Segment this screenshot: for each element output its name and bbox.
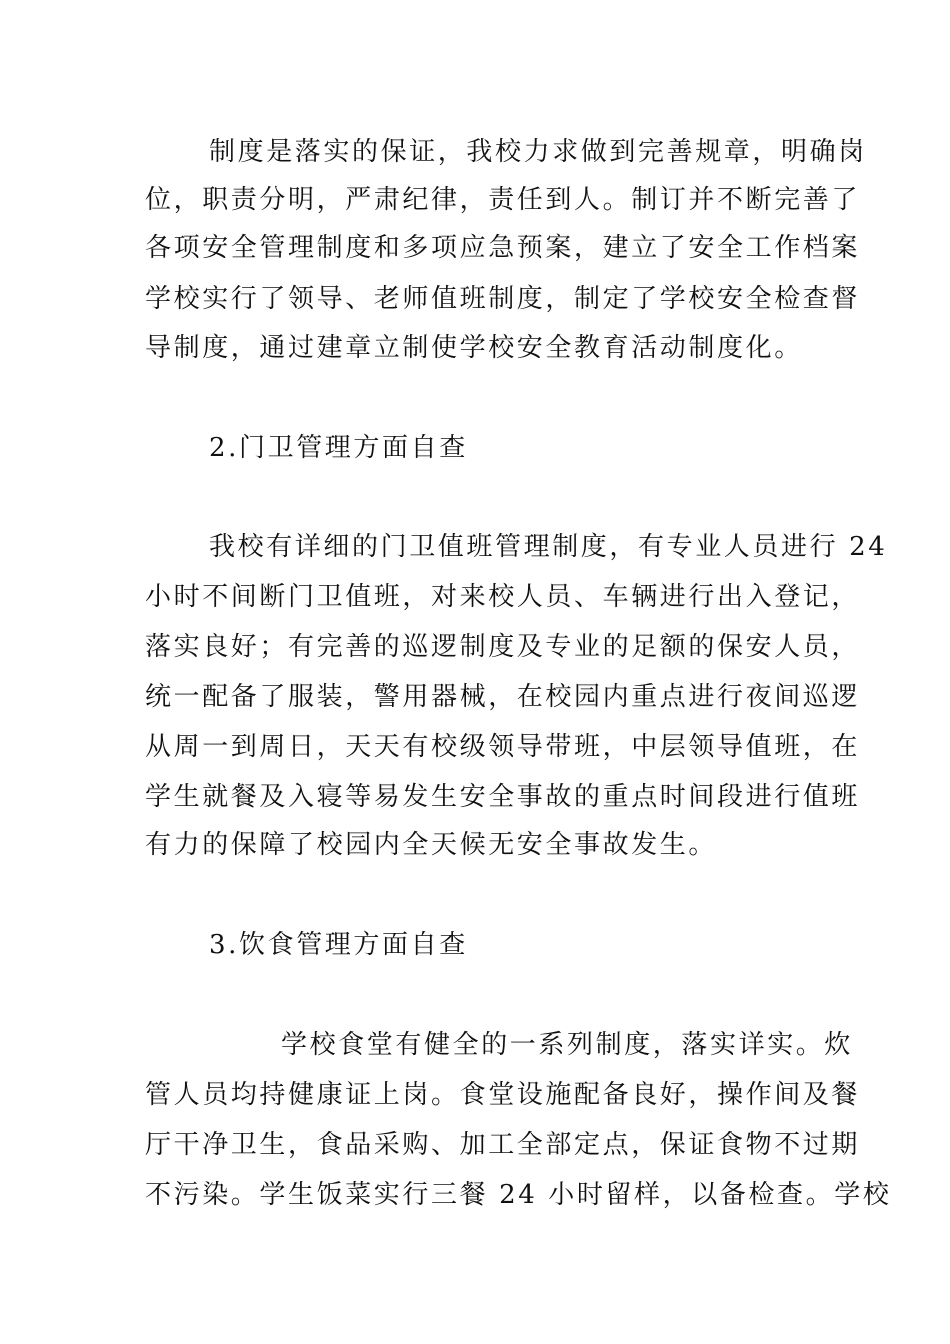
- paragraph-2-line-6: 学生就餐及入寝等易发生安全事故的重点时间段进行值班: [145, 782, 861, 812]
- paragraph-1-line-1: 制度是落实的保证，我校力求做到完善规章，明确岗: [209, 137, 867, 167]
- paragraph-2-line-4: 统一配备了服装，警用器械，在校园内重点进行夜间巡逻: [145, 682, 861, 712]
- paragraph-3-line-3: 厅干净卫生，食品采购、加工全部定点，保证食物不过期: [145, 1130, 861, 1160]
- paragraph-2-line-2: 小时不间断门卫值班，对来校人员、车辆进行出入登记，: [145, 582, 861, 612]
- paragraph-3-line-4: 不污染。学生饭菜实行三餐 24 小时留样，以备检查。学校: [145, 1180, 892, 1210]
- paragraph-2-line-7: 有力的保障了校园内全天候无安全事故发生。: [145, 830, 718, 860]
- paragraph-1-line-4: 学校实行了领导、老师值班制度，制定了学校安全检查督: [145, 284, 861, 314]
- paragraph-2-line-3: 落实良好；有完善的巡逻制度及专业的足额的保安人员，: [145, 632, 861, 662]
- paragraph-3-line-1: 学校食堂有健全的一系列制度，落实详实。炊: [281, 1030, 854, 1060]
- paragraph-2-line-1: 我校有详细的门卫值班管理制度，有专业人员进行 24: [209, 532, 888, 562]
- paragraph-1-line-5: 导制度，通过建章立制使学校安全教育活动制度化。: [145, 333, 803, 363]
- paragraph-2-line-5: 从周一到周日，天天有校级领导带班，中层领导值班，在: [145, 732, 861, 762]
- section-heading-2: 2.门卫管理方面自查: [209, 433, 468, 463]
- section-heading-3: 3.饮食管理方面自查: [209, 930, 468, 960]
- paragraph-1-line-3: 各项安全管理制度和多项应急预案，建立了安全工作档案: [145, 233, 861, 263]
- paragraph-3-line-2: 管人员均持健康证上岗。食堂设施配备良好，操作间及餐: [145, 1080, 861, 1110]
- paragraph-1-line-2: 位，职责分明，严肃纪律，责任到人。制订并不断完善了: [145, 185, 861, 215]
